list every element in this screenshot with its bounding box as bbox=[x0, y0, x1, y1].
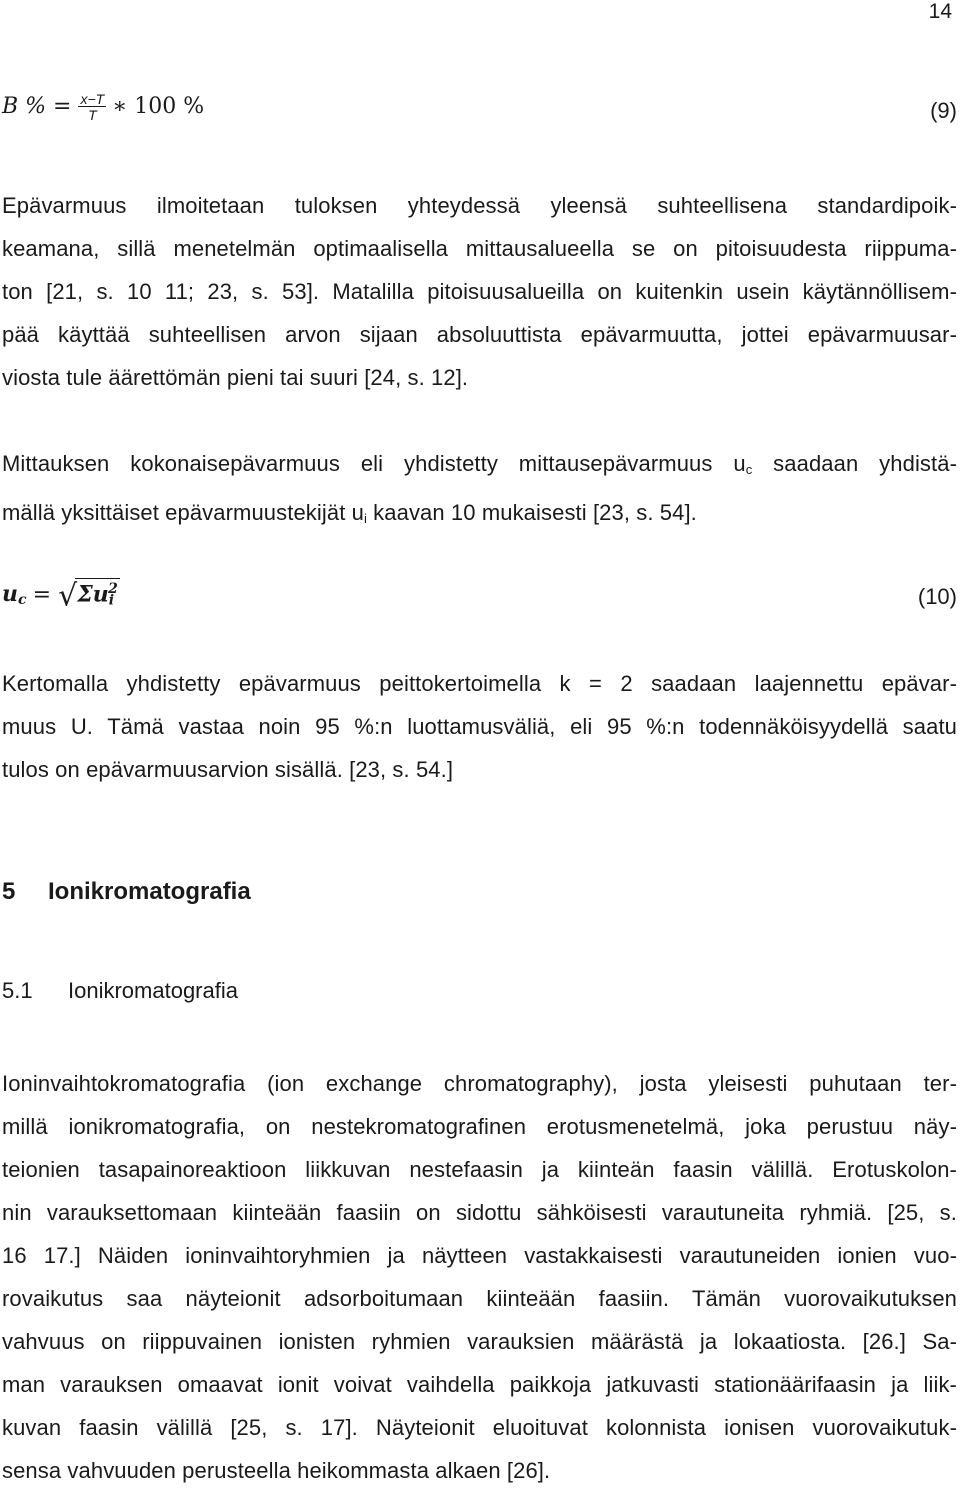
paragraph-line: 16 17.] Näiden ioninvaihtoryhmien ja näytteen vastakkaisesti varautuneiden ionien vuo- bbox=[2, 1243, 957, 1268]
paragraph-line: man varauksen omaavat ionit voivat vaihdella paikkoja jatkuvasti stationäärifaasin ja liik- bbox=[2, 1372, 957, 1397]
paragraph-line: teionien tasapainoreaktioon liikkuvan nestefaasin ja kiinteän faasin välillä. Erotuskolon- bbox=[2, 1157, 957, 1182]
subsection-number: 5.1 bbox=[2, 978, 33, 1003]
paragraph-line: Epävarmuus ilmoitetaan tuloksen yhteydessä yleensä suhteellisena standardipoik- bbox=[2, 193, 957, 218]
subsection-title: Ionikromatografia bbox=[68, 978, 238, 1003]
paragraph-line: nin varauksettomaan kiinteään faasiin on sidottu sähköisesti varautuneita ryhmiä. [25, s. bbox=[2, 1200, 957, 1225]
section-title: Ionikromatografia bbox=[48, 878, 251, 905]
paragraph-line: millä ionikromatografia, on nestekromatografinen erotusmenetelmä, joka perustuu näy- bbox=[2, 1114, 957, 1139]
page-number: 14 bbox=[928, 0, 952, 23]
paragraph-line: Mittauksen kokonaisepävarmuus eli yhdistetty mittausepävarmuus $u_c$ saadaan yhdistä- bbox=[2, 451, 958, 477]
paragraph-line: keamana, sillä menetelmän optimaalisella mittausalueella se on pitoisuudesta riippuma- bbox=[2, 236, 957, 261]
equation-10-radicand: $\Sigma u_i^2$ bbox=[75, 578, 120, 608]
paragraph-line: Kertomalla yhdistetty epävarmuus peittokertoimella k = 2 saadaan laajennettu epävar- bbox=[2, 671, 957, 696]
paragraph-line: viosta tule äärettömän pieni tai suuri [24, s. 12]. bbox=[2, 365, 469, 390]
paragraph-line: mällä yksittäiset epävarmuustekijät $u_i$ kaavan 10 mukaisesti [23, s. 54]. bbox=[2, 500, 697, 526]
equation-9-label: (9) bbox=[930, 98, 957, 123]
equation-9-rhs: ∗ 100 % bbox=[112, 93, 205, 119]
equation-9-lhs: B % = bbox=[2, 93, 79, 119]
paragraph-line: Ioninvaihtokromatografia (ion exchange chromatography), josta yleisesti puhutaan ter- bbox=[2, 1071, 957, 1096]
subsection-heading bbox=[2, 978, 238, 1004]
paragraph-line: sensa vahvuuden perusteella heikommasta alkaen [26]. bbox=[2, 1458, 551, 1483]
paragraph-expanded-uncertainty bbox=[2, 662, 957, 791]
paragraph-combined-uncertainty bbox=[2, 442, 957, 540]
equation-10-label: (10) bbox=[917, 584, 957, 609]
paragraph-ion-chromatography bbox=[2, 1062, 957, 1492]
paragraph-uncertainty-reporting bbox=[2, 184, 957, 399]
paragraph-line: pää käyttää suhteellisen arvon sijaan absoluuttista epävarmuutta, jottei epävarmuusar- bbox=[2, 322, 957, 347]
equation-9-denominator: T bbox=[88, 107, 97, 123]
equation-9 bbox=[2, 92, 957, 142]
equation-10 bbox=[2, 578, 957, 628]
equation-9-fraction bbox=[78, 92, 106, 122]
equation-10-equals: = bbox=[32, 582, 59, 608]
paragraph-line: muus U. Tämä vastaa noin 95 %:n luottamusväliä, eli 95 %:n todennäköisyydellä saatu bbox=[2, 714, 957, 739]
paragraph-line: ton [21, s. 10 11; 23, s. 53]. Matalilla pitoisuusalueilla on kuitenkin usein käytännöllisem- bbox=[2, 279, 957, 304]
section-number: 5 bbox=[2, 878, 16, 905]
sqrt-icon: √ bbox=[58, 578, 78, 614]
paragraph-line: tulos on epävarmuusarvion sisällä. [23, s. 54.] bbox=[2, 757, 454, 782]
paragraph-line: rovaikutus saa näyteionit adsorboitumaan kiinteään faasiin. Tämän vuorovaikutuksen bbox=[2, 1286, 957, 1311]
paragraph-line: kuvan faasin välillä [25, s. 17]. Näyteionit eluoituvat kolonnista ionisen vuorovaikutuk- bbox=[2, 1415, 957, 1440]
section-heading bbox=[2, 878, 251, 906]
equation-10-lhs: $u_c$ bbox=[2, 581, 27, 609]
paragraph-line: vahvuus on riippuvainen ionisten ryhmien varauksien määrästä ja lokaatiosta. [26.] Sa- bbox=[2, 1329, 957, 1354]
equation-9-numerator: x−T bbox=[80, 91, 105, 107]
